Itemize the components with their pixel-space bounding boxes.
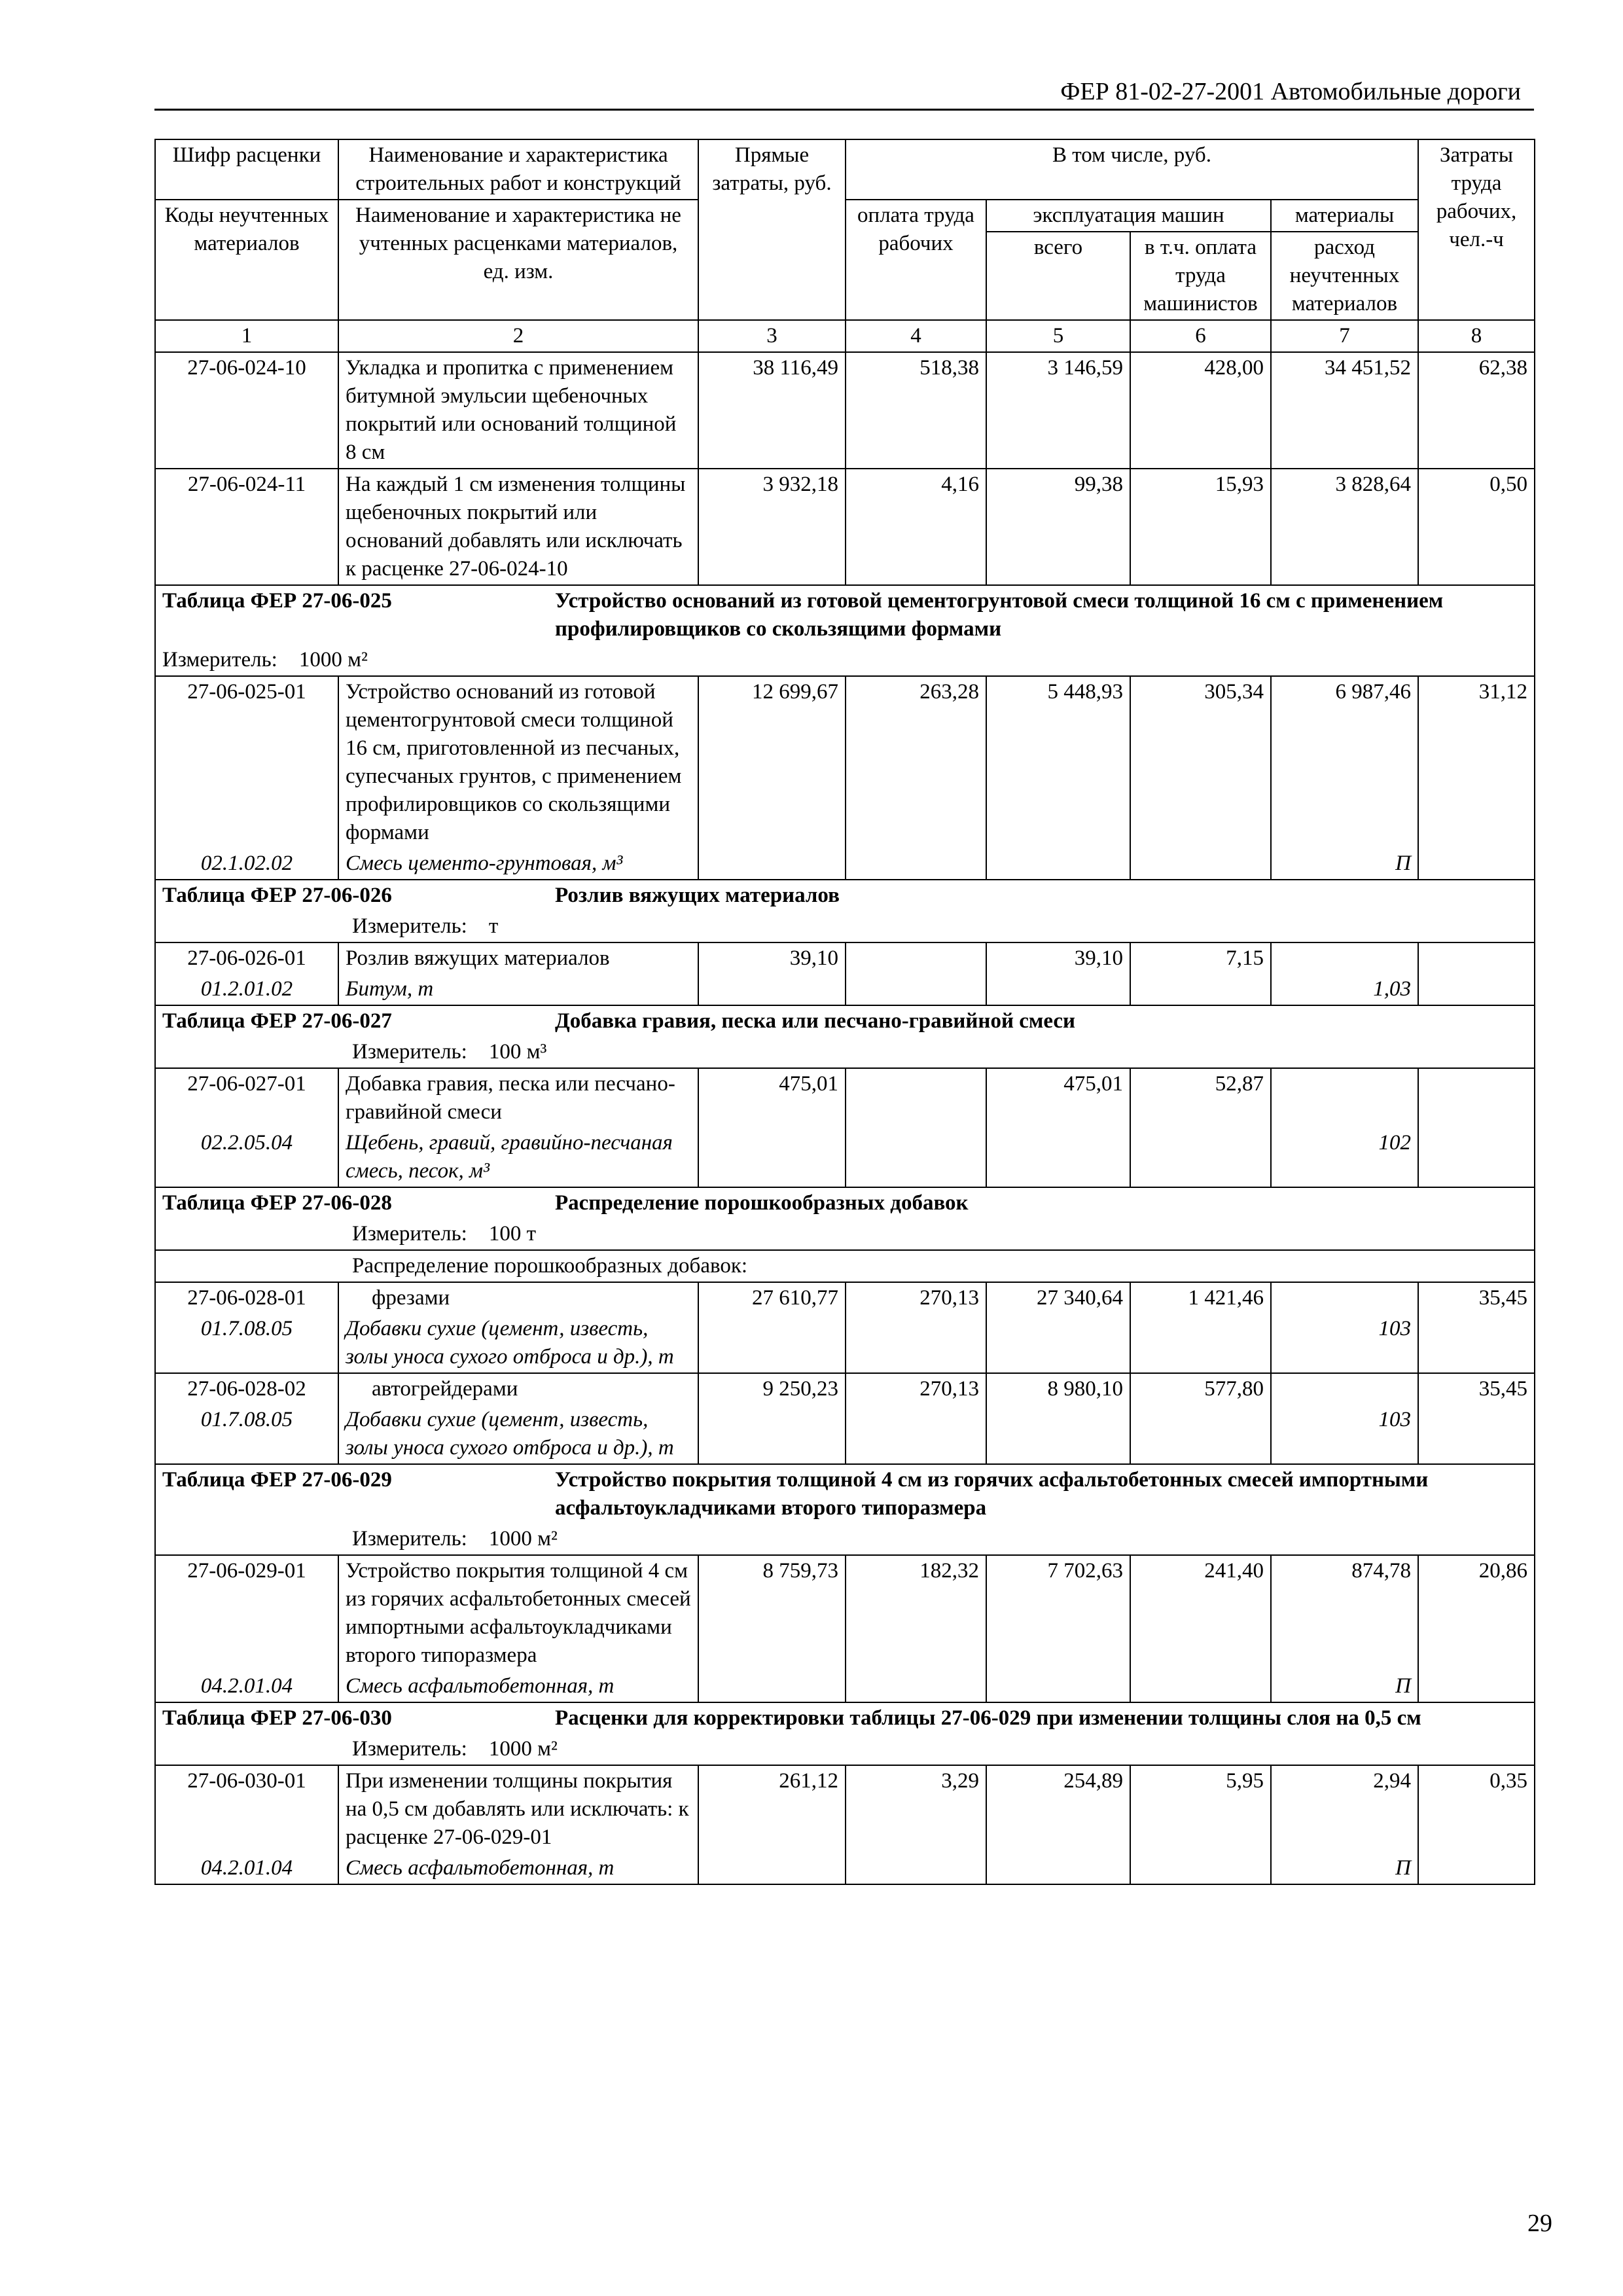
material-code: 02.2.05.04 bbox=[155, 1128, 338, 1187]
material-consumption: 102 bbox=[1271, 1128, 1418, 1187]
row-code: 27-06-026-01 bbox=[155, 942, 338, 974]
table-title bbox=[155, 585, 1535, 645]
material-name: Добавки сухие (цемент, известь, золы уноса сухого отброса и др.), т bbox=[338, 1314, 698, 1373]
material-name: Битум, т bbox=[338, 974, 698, 1005]
row-code: 27-06-027-01 bbox=[155, 1068, 338, 1128]
measure-label: Измеритель: bbox=[352, 1040, 467, 1064]
table-row: 27-06-028-02 автогрейдерами 9 250,23 270,13 8 980,10 577,80 35,45 bbox=[155, 1373, 1535, 1405]
measure-row bbox=[155, 1037, 1535, 1068]
measure-value: 100 т bbox=[488, 1222, 537, 1246]
measure-label: Измеритель: bbox=[352, 1222, 467, 1246]
material-row bbox=[155, 1671, 1535, 1702]
col-cipher: Шифр расценки bbox=[155, 139, 338, 200]
measure-value: 1000 м² bbox=[488, 1527, 558, 1551]
col-mconsump: расход неучтенных материалов bbox=[1271, 232, 1418, 320]
col-direct: Прямые затраты, руб. bbox=[698, 139, 846, 320]
table-name: Устройство оснований из готовой цементогрунтовой смеси толщиной 16 см с применением профилировщиков со скользящими формами bbox=[555, 589, 1444, 641]
row-name: Добавка гравия, песка или песчано-гравийной смеси bbox=[338, 1068, 698, 1128]
material-consumption: 103 bbox=[1271, 1405, 1418, 1464]
measure-label: Измеритель: bbox=[352, 1737, 467, 1761]
material-row bbox=[155, 848, 1535, 880]
table-row: 27-06-029-01 Устройство покрытия толщиной 4 см из горячих асфальтобетонных смесей импортными асфальтоукладчиками второго типоразмера 8 759,73 182,32 7 702,63 241,40 874,78 20,86 bbox=[155, 1555, 1535, 1671]
material-consumption: П bbox=[1271, 1671, 1418, 1702]
row-name: Устройство оснований из готовой цементогрунтовой смеси толщиной 16 см, приготовленной из песчаных, супесчаных грунтов, с применением профилировщиков со скользящими формами bbox=[338, 676, 698, 848]
group-label: Распределение порошкообразных добавок: bbox=[155, 1250, 1535, 1282]
table-title bbox=[155, 1464, 1535, 1524]
material-code: 04.2.01.04 bbox=[155, 1853, 338, 1884]
material-consumption: П bbox=[1271, 848, 1418, 880]
measure-value: 1000 м² bbox=[298, 648, 368, 672]
table-row: 27-06-027-01 Добавка гравия, песка или песчано-гравийной смеси 475,01 475,01 52,87 bbox=[155, 1068, 1535, 1128]
table-code: Таблица ФЕР 27-06-030 bbox=[162, 1706, 392, 1730]
measure-label: Измеритель: bbox=[162, 648, 277, 672]
table-title bbox=[155, 880, 1535, 911]
table-name: Добавка гравия, песка или песчано-гравийной смеси bbox=[555, 1009, 1076, 1033]
table-title bbox=[155, 1702, 1535, 1734]
group-row bbox=[155, 1250, 1535, 1282]
table-code: Таблица ФЕР 27-06-027 bbox=[162, 1009, 392, 1033]
table-row: 27-06-024-11 На каждый 1 см изменения толщины щебеночных покрытий или оснований добавлять или исключать к расценке 27-06-024-10 3 932,18 4,16 99,38 15,93 3 828,64 0,50 bbox=[155, 469, 1535, 585]
row-code: 27-06-029-01 bbox=[155, 1555, 338, 1671]
row-code: 27-06-030-01 bbox=[155, 1765, 338, 1853]
material-row bbox=[155, 1405, 1535, 1464]
row-code: 27-06-028-01 bbox=[155, 1282, 338, 1314]
material-code: 02.1.02.02 bbox=[155, 848, 338, 880]
running-header bbox=[154, 77, 1534, 111]
material-consumption: 1,03 bbox=[1271, 974, 1418, 1005]
col-machines: эксплуатация машин bbox=[986, 200, 1271, 232]
measure-row bbox=[155, 1219, 1535, 1250]
material-row bbox=[155, 974, 1535, 1005]
row-name: фрезами bbox=[338, 1282, 698, 1314]
row-code: 27-06-025-01 bbox=[155, 676, 338, 848]
material-name: Щебень, гравий, гравийно-песчаная смесь, песок, м³ bbox=[338, 1128, 698, 1187]
row-name: Устройство покрытия толщиной 4 см из горячих асфальтобетонных смесей импортными асфальтоукладчиками второго типоразмера bbox=[338, 1555, 698, 1671]
material-consumption: П bbox=[1271, 1853, 1418, 1884]
material-code: 04.2.01.04 bbox=[155, 1671, 338, 1702]
col-codes: Коды неучтенных материалов bbox=[155, 200, 338, 320]
material-code: 01.7.08.05 bbox=[155, 1314, 338, 1373]
row-name: Укладка и пропитка с применением битумной эмульсии щебеночных покрытий или оснований толщиной 8 см bbox=[338, 352, 698, 469]
material-row bbox=[155, 1128, 1535, 1187]
table-code: Таблица ФЕР 27-06-026 bbox=[162, 884, 392, 907]
row-name: Розлив вяжущих материалов bbox=[338, 942, 698, 974]
table-title bbox=[155, 1187, 1535, 1219]
measure-label: Измеритель: bbox=[352, 914, 467, 938]
table-row: 27-06-030-01 При изменении толщины покрытия на 0,5 см добавлять или исключать: к расценке 27-06-029-01 261,12 3,29 254,89 5,95 2,94 0,35 bbox=[155, 1765, 1535, 1853]
col-incl: В том числе, руб. bbox=[846, 139, 1418, 200]
col-mwage: в т.ч. оплата труда машинистов bbox=[1130, 232, 1271, 320]
row-code: 27-06-024-10 bbox=[155, 352, 338, 469]
column-numbers: 1 2 3 4 5 6 7 8 bbox=[155, 320, 1535, 352]
material-name: Добавки сухие (цемент, известь, золы уноса сухого отброса и др.), т bbox=[338, 1405, 698, 1464]
col-name: Наименование и характеристика строительных работ и конструкций bbox=[338, 139, 698, 200]
table-code: Таблица ФЕР 27-06-028 bbox=[162, 1191, 392, 1215]
table-name: Устройство покрытия толщиной 4 см из горячих асфальтобетонных смесей импортными асфальтоукладчиками второго типоразмера bbox=[555, 1468, 1429, 1520]
material-name: Смесь цементо-грунтовая, м³ bbox=[338, 848, 698, 880]
measure-row bbox=[155, 645, 1535, 676]
header-row-1 bbox=[155, 139, 1535, 200]
measure-value: т bbox=[488, 914, 499, 938]
row-name: автогрейдерами bbox=[338, 1373, 698, 1405]
material-code: 01.2.01.02 bbox=[155, 974, 338, 1005]
col-name2: Наименование и характеристика не учтенных расценками материалов, ед. изм. bbox=[338, 200, 698, 320]
measure-label: Измеритель: bbox=[352, 1527, 467, 1551]
row-name: На каждый 1 см изменения толщины щебеночных покрытий или оснований добавлять или исключать к расценке 27-06-024-10 bbox=[338, 469, 698, 585]
table-row: 27-06-026-01 Розлив вяжущих материалов 39,10 39,10 7,15 bbox=[155, 942, 1535, 974]
row-name: При изменении толщины покрытия на 0,5 см добавлять или исключать: к расценке 27-06-029-01 bbox=[338, 1765, 698, 1853]
price-table bbox=[154, 139, 1535, 1885]
table-name: Распределение порошкообразных добавок bbox=[555, 1191, 969, 1215]
measure-row bbox=[155, 1524, 1535, 1555]
table-name: Расценки для корректировки таблицы 27-06-029 при изменении толщины слоя на 0,5 см bbox=[555, 1706, 1421, 1730]
table-row: 27-06-028-01 фрезами 27 610,77 270,13 27 340,64 1 421,46 35,45 bbox=[155, 1282, 1535, 1314]
document-title: ФЕР 81-02-27-2001 Автомобильные дороги bbox=[1060, 78, 1521, 105]
col-mtotal: всего bbox=[986, 232, 1130, 320]
col-materials: материалы bbox=[1271, 200, 1418, 232]
table-name: Розлив вяжущих материалов bbox=[555, 884, 840, 907]
material-code: 01.7.08.05 bbox=[155, 1405, 338, 1464]
table-row: 27-06-024-10 Укладка и пропитка с применением битумной эмульсии щебеночных покрытий или оснований толщиной 8 см 38 116,49 518,38 3 146,59 428,00 34 451,52 62,38 bbox=[155, 352, 1535, 469]
row-code: 27-06-028-02 bbox=[155, 1373, 338, 1405]
col-labor: Затраты труда рабочих, чел.-ч bbox=[1418, 139, 1535, 320]
table-row: 27-06-025-01 Устройство оснований из готовой цементогрунтовой смеси толщиной 16 см, приготовленной из песчаных, супесчаных грунтов, с применением профилировщиков со скользящими формами 12 699,67 263,28 5 448,93 305,34 6 987,46 31,12 bbox=[155, 676, 1535, 848]
measure-value: 100 м³ bbox=[488, 1040, 547, 1064]
material-consumption: 103 bbox=[1271, 1314, 1418, 1373]
material-row bbox=[155, 1314, 1535, 1373]
col-wage: оплата труда рабочих bbox=[846, 200, 986, 320]
table-code: Таблица ФЕР 27-06-025 bbox=[162, 589, 392, 613]
page-number: 29 bbox=[1527, 2210, 1552, 2237]
measure-row bbox=[155, 911, 1535, 942]
row-code: 27-06-024-11 bbox=[155, 469, 338, 585]
material-name: Смесь асфальтобетонная, т bbox=[338, 1853, 698, 1884]
table-code: Таблица ФЕР 27-06-029 bbox=[162, 1468, 392, 1492]
measure-row bbox=[155, 1734, 1535, 1765]
material-name: Смесь асфальтобетонная, т bbox=[338, 1671, 698, 1702]
table-title bbox=[155, 1005, 1535, 1037]
measure-value: 1000 м² bbox=[488, 1737, 558, 1761]
material-row bbox=[155, 1853, 1535, 1884]
